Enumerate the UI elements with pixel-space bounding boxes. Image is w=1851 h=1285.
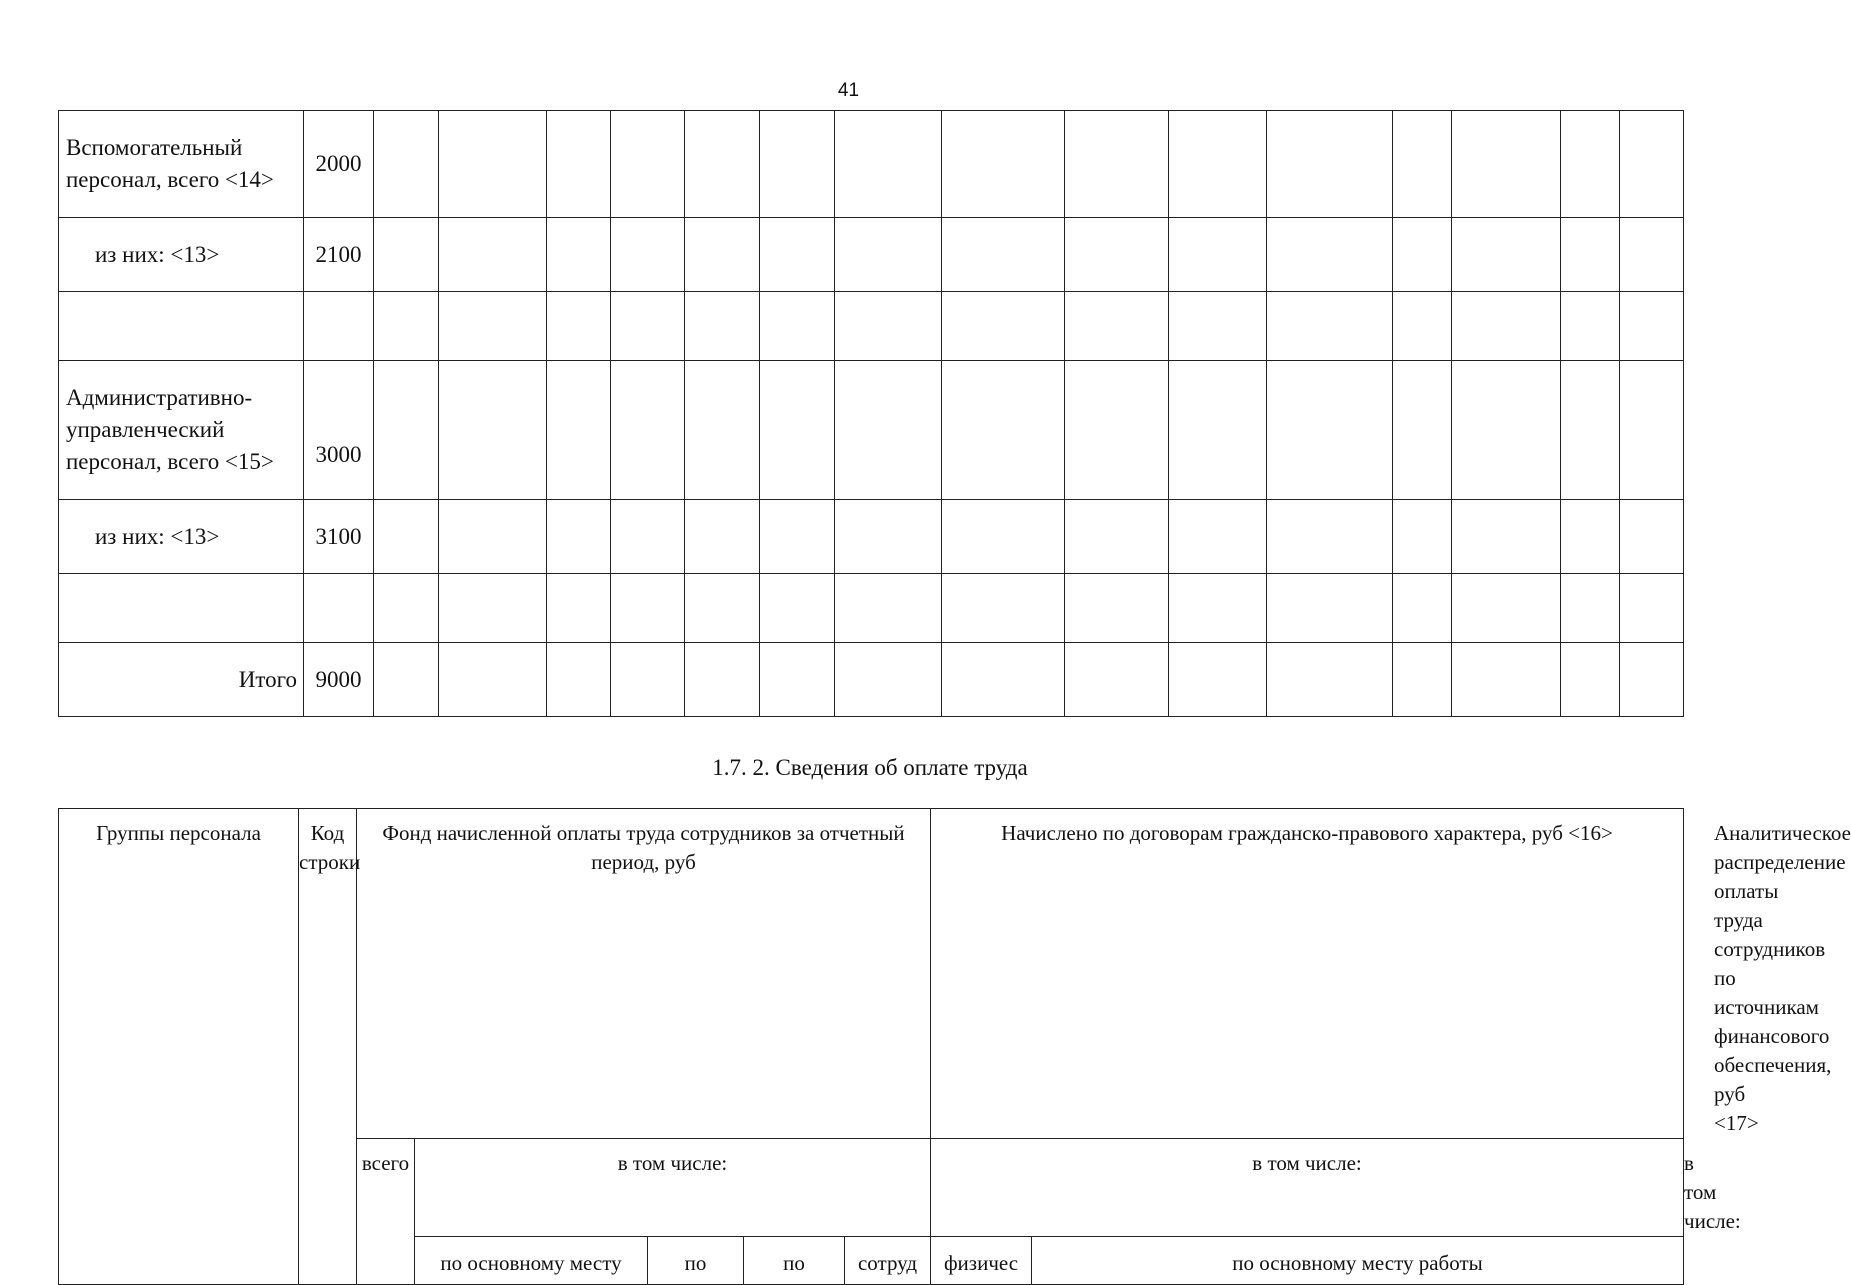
fund-header: Фонд начисленной оплаты труда сотрудников за отчетный период, руб <box>357 809 931 1139</box>
row-label <box>59 574 304 643</box>
row-label: Вспомогательный персонал, всего <14> <box>59 111 304 218</box>
fund-main-header: по основному месту <box>415 1237 648 1285</box>
wages-table <box>58 808 1851 1285</box>
row-label: Итого <box>59 643 304 717</box>
row-code: 2000 <box>304 111 374 218</box>
row-label <box>59 292 304 361</box>
row-label: Административно-управленческий персонал, всего <15> <box>59 361 304 500</box>
table-row <box>59 111 1684 218</box>
fund-total-header: всего <box>357 1139 415 1285</box>
row-code <box>304 292 374 361</box>
table-row <box>59 574 1684 643</box>
civil-header: Начислено по договорам гражданско-правового характера, руб <16> <box>931 809 1684 1139</box>
staff-count-table <box>58 110 1684 717</box>
civil-incl-header: в том числе: <box>931 1139 1684 1237</box>
table-row <box>59 643 1684 717</box>
row-label: из них: <13> <box>59 500 304 574</box>
row-code: 3000 <box>304 361 374 500</box>
row-code: 2100 <box>304 218 374 292</box>
table-row <box>59 292 1684 361</box>
civil-emp-header: сотруд <box>845 1237 931 1285</box>
row-label: из них: <13> <box>59 218 304 292</box>
fund-by2-header: по <box>744 1237 845 1285</box>
header-row: всего в том числе: в том числе: в том числе: <box>59 1139 1684 1237</box>
row-code: 9000 <box>304 643 374 717</box>
civil-phys-header: физичес <box>931 1237 1032 1285</box>
code-header: Код строки <box>299 809 357 1285</box>
row-code <box>304 574 374 643</box>
fund-by1-header: по <box>648 1237 744 1285</box>
table-row <box>59 218 1684 292</box>
row-code: 3100 <box>304 500 374 574</box>
section-title: 1.7. 2. Сведения об оплате труда <box>712 755 1028 780</box>
header-row: Группы персонала Код строки Фонд начисленной оплаты труда сотрудников за отчетный период, руб Начислено по договорам гражданско-правового характера, руб <16> Аналитическое распределение оплаты труда сотрудников по источникам финансового обеспечения, руб <17> <box>59 809 1684 1139</box>
table-row <box>59 500 1684 574</box>
groups-header: Группы персонала <box>59 809 299 1285</box>
table-row <box>59 361 1684 500</box>
page-number: 41 <box>837 80 860 101</box>
fund-incl-header: в том числе: <box>415 1139 931 1237</box>
analytic-main-header: по основному месту работы <box>1032 1237 1684 1285</box>
